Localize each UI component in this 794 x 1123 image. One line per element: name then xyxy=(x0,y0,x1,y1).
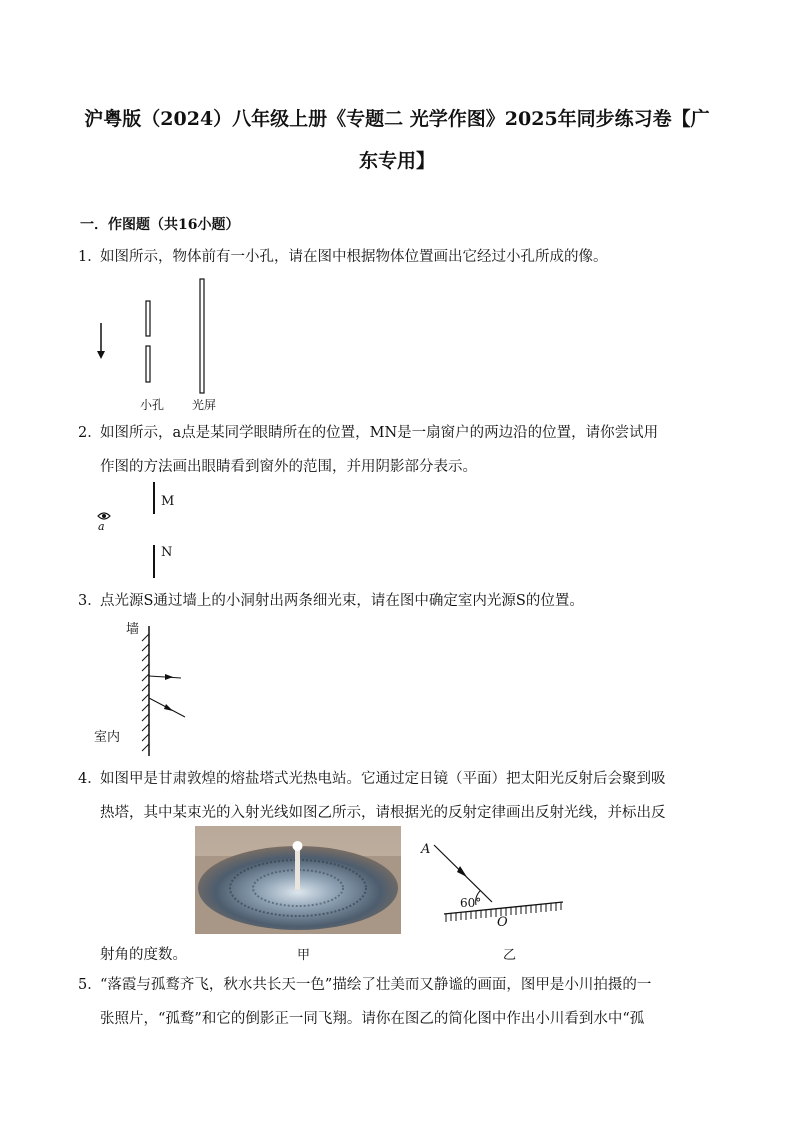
question-text-line2: 作图的方法画出眼睛看到窗外的范围，并用阴影部分表示。 xyxy=(100,459,477,475)
barrier-upper xyxy=(146,301,150,336)
eye-icon xyxy=(98,513,110,519)
question-number: 2． xyxy=(78,425,102,441)
object-arrow-head xyxy=(97,351,105,359)
page-title-line1: 沪粤版（2024）八年级上册《专题二 光学作图》2025年同步练习卷【广 xyxy=(84,108,710,130)
beam-2-arrow xyxy=(164,704,173,711)
barrier-lower xyxy=(146,346,150,382)
question-text-line1: “落霞与孤鹜齐飞，秋水共长天一色”描绘了壮美而又静谧的画面，图甲是小川拍摄的一 xyxy=(100,977,652,993)
incident-ray-arrow xyxy=(457,866,467,877)
question-text-line2: 热塔，其中某束光的入射光线如图乙所示，请根据光的反射定律画出反射光线，并标出反 xyxy=(100,805,666,821)
section-heading: 一．作图题（共16小题） xyxy=(80,217,240,233)
wall-hatching xyxy=(142,634,149,751)
point-a-label: A xyxy=(421,842,431,857)
solar-plant-photo xyxy=(195,826,401,934)
question-text-line3: 射角的度数。 xyxy=(100,947,187,963)
question-text-line1: 如图所示，a点是某同学眼睛所在的位置，MN是一扇窗户的两边沿的位置，请你尝试用 xyxy=(100,425,659,441)
screen xyxy=(200,279,204,393)
question-2 xyxy=(78,416,718,484)
eye-label: a xyxy=(98,520,105,533)
screen-label: 光屏 xyxy=(192,398,217,412)
question-text-line2: 张照片，“孤鹜”和它的倒影正一同飞翔。请你在图乙的简化图中作出小川看到水中“孤 xyxy=(100,1011,645,1027)
question-text: 点光源S通过墙上的小洞射出两条细光束，请在图中确定室内光源S的位置。 xyxy=(100,593,584,609)
question-1 xyxy=(78,240,718,274)
indoor-label: 室内 xyxy=(94,730,121,745)
page-title-line2: 东专用】 xyxy=(358,150,435,172)
question-number: 3． xyxy=(78,593,102,609)
question-5 xyxy=(78,968,718,1036)
wall-label: 墙 xyxy=(126,622,140,637)
point-o-label: O xyxy=(497,915,508,930)
point-m-label: M xyxy=(161,494,175,509)
figure-b-caption: 乙 xyxy=(503,948,517,963)
figure-a-caption: 甲 xyxy=(297,948,311,963)
question-3 xyxy=(78,584,718,618)
question-number: 4． xyxy=(78,771,102,787)
question-number: 5． xyxy=(78,977,102,993)
q1-diagram xyxy=(90,275,230,405)
question-number: 1． xyxy=(78,249,102,265)
q3-diagram xyxy=(135,620,195,760)
question-text-line1: 如图甲是甘肃敦煌的熔盐塔式光热电站。它通过定日镜（平面）把太阳光反射后会聚到吸 xyxy=(100,771,666,787)
question-text: 如图所示，物体前有一小孔，请在图中根据物体位置画出它经过小孔所成的像。 xyxy=(100,249,608,265)
q4-reflection-diagram xyxy=(420,835,570,930)
hole-label: 小孔 xyxy=(140,398,165,412)
beam-1-arrow xyxy=(165,674,173,680)
angle-label: 60° xyxy=(460,896,482,910)
point-n-label: N xyxy=(161,545,173,560)
